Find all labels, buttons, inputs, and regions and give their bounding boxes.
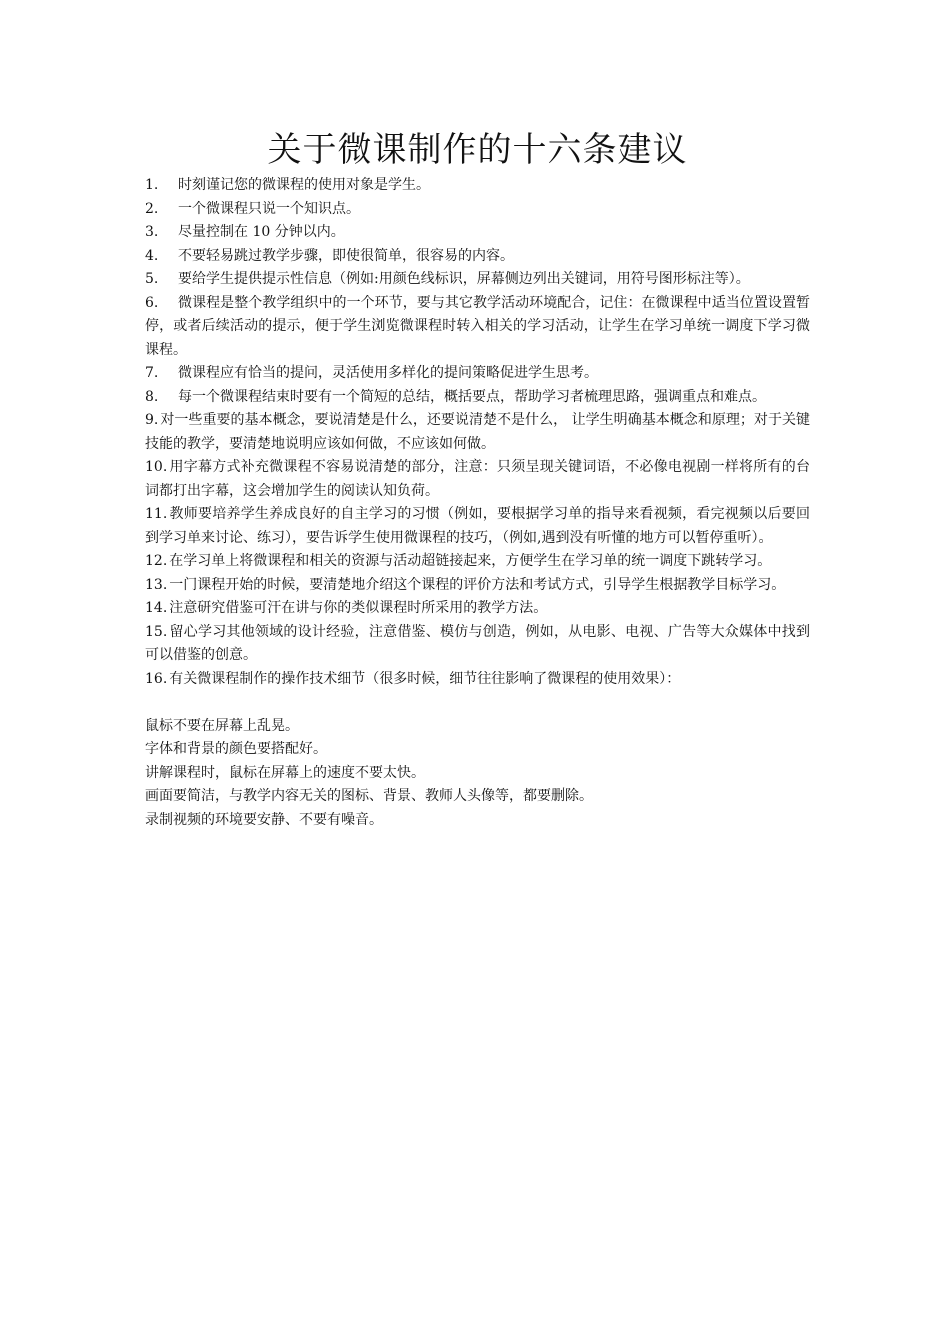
suggestion-item <box>145 292 810 363</box>
item-number: 14. <box>145 600 168 616</box>
item-text: 教师要培养学生养成良好的自主学习的习惯（例如，要根据学习单的指导来看视频，看完视频以后要回到学习单来讨论、练习），要告诉学生使用微课程的技巧，（例如,遇到没有听懂的地方可以暂停重听）。 <box>145 506 810 546</box>
item-number: 6. <box>145 294 159 311</box>
item-text: 留心学习其他领域的设计经验，注意借鉴、模仿与创造，例如，从电影、电视、广告等大众媒体中找到可以借鉴的创意。 <box>145 623 810 663</box>
item-number: 13. <box>145 576 168 593</box>
item-number: 3. <box>145 224 159 240</box>
suggestion-item <box>145 221 810 245</box>
item-number: 9. <box>145 412 159 428</box>
suggestion-item <box>145 621 810 668</box>
suggestion-item <box>145 268 810 292</box>
item-number: 4. <box>145 247 159 264</box>
suggestion-item <box>145 174 810 198</box>
item-text: 一门课程开始的时候，要清楚地介绍这个课程的评价方法和考试方式，引导学生根据教学目标学习。 <box>169 576 786 593</box>
item-number: 15. <box>145 623 168 640</box>
item-number: 7. <box>145 365 159 381</box>
item-number: 12. <box>145 553 168 569</box>
item-text: 有关微课程制作的操作技术细节（很多时候，细节往往影响了微课程的使用效果）： <box>169 670 681 687</box>
item-text: 在学习单上将微课程和相关的资源与活动超链接起来，方便学生在学习单的统一调度下跳转学习。 <box>169 553 772 569</box>
suggestion-item <box>145 245 810 269</box>
item-number: 5. <box>145 271 159 287</box>
item-text: 注意研究借鉴可汗在讲与你的类似课程时所采用的教学方法。 <box>169 600 548 616</box>
item-text: 要给学生提供提示性信息（例如:用颜色线标识，屏幕侧边列出关键词，用符号图形标注等）。 <box>178 271 750 287</box>
suggestion-list <box>145 174 810 691</box>
item-number: 2. <box>145 200 159 217</box>
item-number: 10. <box>145 459 168 475</box>
item-number: 16. <box>145 670 168 687</box>
item-number: 11. <box>145 506 168 522</box>
item-text: 一个微课程只说一个知识点。 <box>178 200 360 217</box>
suggestion-item <box>145 550 810 574</box>
item-text: 每一个微课程结束时要有一个简短的总结，概括要点，帮助学习者梳理思路，强调重点和难点。 <box>178 388 766 405</box>
document-title: 关于微课制作的十六条建议 <box>267 130 688 170</box>
suggestion-item <box>145 503 810 550</box>
document-page <box>145 128 810 832</box>
item-text: 用字幕方式补充微课程不容易说清楚的部分，注意：只须呈现关键词语，不必像电视剧一样将所有的台词都打出字幕，这会增加学生的阅读认知负荷。 <box>145 459 810 499</box>
tip-item: 画面要简洁，与教学内容无关的图标、背景、教师人头像等，都要删除。 <box>145 788 593 804</box>
suggestion-item <box>145 198 810 222</box>
item-text: 不要轻易跳过教学步骤，即使很简单，很容易的内容。 <box>178 247 514 264</box>
suggestion-item <box>145 456 810 503</box>
suggestion-item <box>145 362 810 386</box>
item-text: 尽量控制在 10 分钟以内。 <box>178 224 345 240</box>
item-text: 微课程是整个教学组织中的一个环节，要与其它教学活动环境配合，记住：在微课程中适当位置设置暂停，或者后续活动的提示，便于学生浏览微课程时转入相关的学习活动，让学生在学习单统一调度下学习微课程。 <box>145 294 810 358</box>
item-text: 微课程应有恰当的提问，灵活使用多样化的提问策略促进学生思考。 <box>178 365 598 381</box>
suggestion-item <box>145 574 810 598</box>
tip-item: 鼠标不要在屏幕上乱晃。 <box>145 717 299 734</box>
suggestion-item <box>145 668 810 692</box>
tip-item: 讲解课程时，鼠标在屏幕上的速度不要太快。 <box>145 764 425 781</box>
item-text: 对一些重要的基本概念，要说清楚是什么，还要说清楚不是什么， 让学生明确基本概念和原理；对于关键技能的教学，要清楚地说明应该如何做，不应该如何做。 <box>145 412 810 452</box>
tip-item: 录制视频的环境要安静、不要有噪音。 <box>145 811 383 828</box>
tip-item: 字体和背景的颜色要搭配好。 <box>145 741 327 757</box>
suggestion-item <box>145 597 810 621</box>
blank-line <box>145 691 810 715</box>
item-text: 时刻谨记您的微课程的使用对象是学生。 <box>178 177 430 193</box>
suggestion-item <box>145 386 810 410</box>
technical-tips-list <box>145 715 810 833</box>
suggestion-item <box>145 409 810 456</box>
item-number: 1. <box>145 177 159 193</box>
item-number: 8. <box>145 388 159 405</box>
